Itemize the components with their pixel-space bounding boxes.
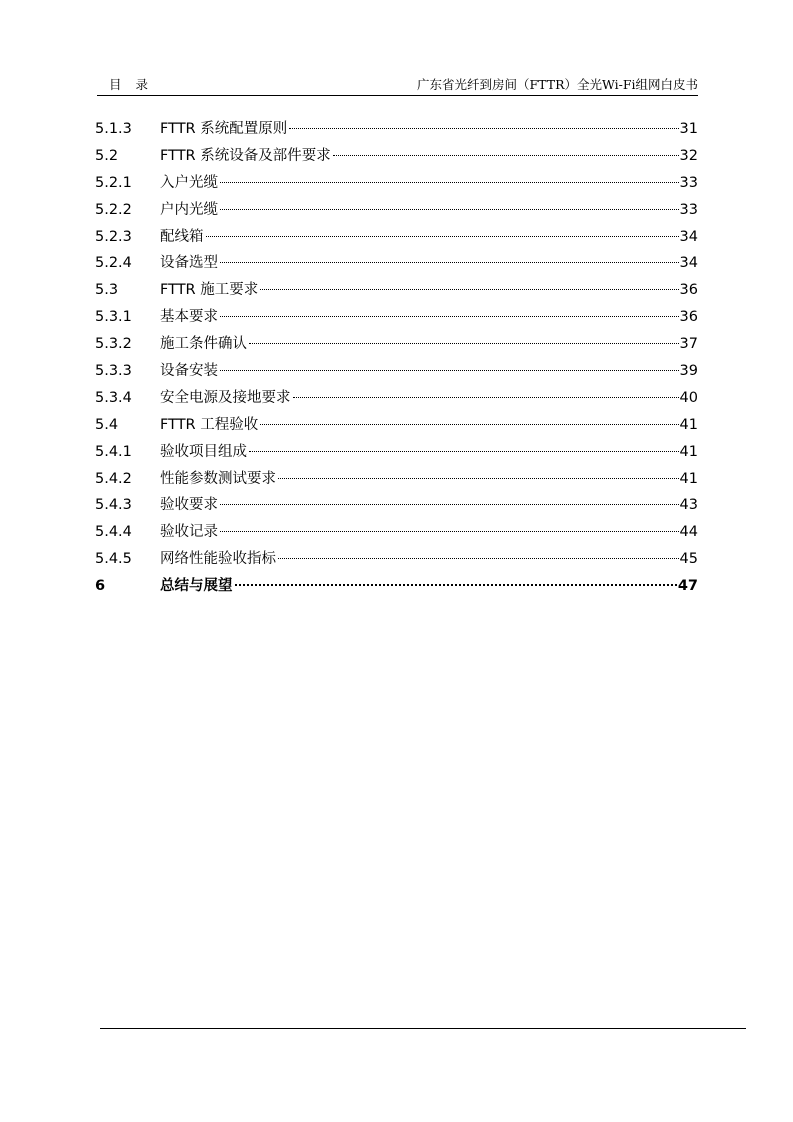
toc-entry-page-number[interactable]: 41: [679, 470, 698, 487]
toc-entry[interactable]: [95, 144, 698, 171]
toc-dot-leader: [220, 209, 679, 210]
toc-entry-number: 5.2: [95, 147, 119, 164]
toc-entry[interactable]: [95, 467, 698, 494]
toc-entry-page-number[interactable]: 44: [679, 524, 698, 541]
toc-entry[interactable]: [95, 171, 698, 198]
toc-entry[interactable]: [95, 117, 698, 144]
toc-entry-page-number[interactable]: 39: [679, 363, 698, 380]
toc-entry[interactable]: [95, 440, 698, 467]
toc-entry-number: 5.3.3: [95, 363, 132, 380]
toc-entry-page-number[interactable]: 45: [679, 551, 698, 568]
toc-entry-number: 5.3.4: [95, 389, 132, 406]
toc-dot-leader: [249, 451, 679, 452]
page-header: [97, 76, 698, 94]
toc-entry-page-number[interactable]: 36: [679, 309, 698, 326]
toc-entry-title[interactable]: 设备选型: [160, 255, 218, 272]
toc-entry-number: 5.2.1: [95, 174, 132, 191]
toc-dot-leader: [220, 531, 679, 532]
toc-dot-leader: [249, 343, 679, 344]
toc-entry-title[interactable]: 验收记录: [160, 524, 218, 541]
toc-entry-title[interactable]: 网络性能验收指标: [160, 551, 276, 568]
toc-entry-page-number[interactable]: 41: [679, 443, 698, 460]
toc-dot-leader: [278, 478, 679, 479]
toc-entry-number: 5.4.1: [95, 443, 132, 460]
toc-entry[interactable]: [95, 198, 698, 225]
toc-entry-number: 5.2.3: [95, 228, 132, 245]
toc-entry[interactable]: [95, 493, 698, 520]
toc-entry-page-number[interactable]: 41: [679, 416, 698, 433]
toc-entry-number: 5.3: [95, 282, 119, 299]
toc-entry-page-number[interactable]: 32: [679, 147, 698, 164]
toc-dot-leader: [333, 155, 679, 156]
toc-entry-page-number[interactable]: 36: [679, 282, 698, 299]
toc-entry-number: 5.4.3: [95, 497, 132, 514]
toc-entry[interactable]: [95, 225, 698, 252]
toc-entry-title[interactable]: FTTR 工程验收: [160, 416, 259, 433]
toc-entry-page-number[interactable]: 47: [677, 578, 698, 595]
toc-entry-title[interactable]: FTTR 施工要求: [160, 282, 259, 299]
toc-entry-number: 5.4.2: [95, 470, 132, 487]
toc-dot-leader: [220, 182, 679, 183]
toc-entry[interactable]: [95, 251, 698, 278]
toc-entry-number: 5.2.2: [95, 201, 132, 218]
toc-dot-leader: [289, 128, 678, 129]
toc-entry-title[interactable]: 设备安装: [160, 363, 218, 380]
toc-entry-page-number[interactable]: 37: [679, 336, 698, 353]
header-document-title: 广东省光纤到房间（FTTR）全光Wi-Fi组网白皮书: [416, 77, 698, 92]
toc-dot-leader: [260, 289, 678, 290]
toc-entry[interactable]: [95, 547, 698, 574]
toc-entry-title[interactable]: 性能参数测试要求: [160, 470, 276, 487]
toc-entry-number: 5.1.3: [95, 121, 132, 137]
toc-entry-title[interactable]: FTTR 系统配置原则: [160, 121, 288, 137]
toc-entry-page-number[interactable]: 34: [679, 228, 698, 245]
toc-entry-title[interactable]: 施工条件确认: [160, 336, 247, 353]
toc-entry[interactable]: [95, 359, 698, 386]
toc-entry-page-number[interactable]: 34: [679, 255, 698, 272]
toc-entry[interactable]: [95, 305, 698, 332]
toc-dot-leader: [260, 424, 678, 425]
footer-rule: [100, 1028, 746, 1029]
toc-entry-title[interactable]: 基本要求: [160, 309, 218, 326]
toc-entry-number: 5.3.2: [95, 336, 132, 353]
header-section-label: 目录: [109, 77, 163, 92]
toc-entry-title[interactable]: 户内光缆: [160, 201, 218, 218]
toc-entry-number: 5.4.5: [95, 551, 132, 568]
toc-entry[interactable]: [95, 574, 698, 601]
toc-entry-page-number[interactable]: 33: [679, 174, 698, 191]
toc-entry-title[interactable]: 安全电源及接地要求: [160, 389, 291, 406]
toc-entry-number: 5.2.4: [95, 255, 132, 272]
toc-entry-page-number[interactable]: 31: [679, 121, 698, 137]
toc-dot-leader: [220, 316, 679, 317]
toc-entry[interactable]: [95, 332, 698, 359]
toc-entry-number: 5.3.1: [95, 309, 132, 326]
toc-entry-title[interactable]: 验收要求: [160, 497, 218, 514]
toc-entry[interactable]: [95, 413, 698, 440]
toc-entry-page-number[interactable]: 40: [679, 389, 698, 406]
toc-entry-page-number[interactable]: 33: [679, 201, 698, 218]
toc-dot-leader: [220, 504, 679, 505]
toc-entry-title[interactable]: 总结与展望: [160, 578, 233, 595]
toc-entry[interactable]: [95, 278, 698, 305]
toc-entry-number: 5.4: [95, 416, 119, 433]
toc-dot-leader: [220, 262, 679, 263]
table-of-contents: [95, 117, 698, 601]
toc-entry-title[interactable]: 验收项目组成: [160, 443, 247, 460]
header-rule: [97, 95, 698, 96]
toc-dot-leader: [220, 370, 679, 371]
toc-entry-title[interactable]: 配线箱: [160, 228, 204, 245]
toc-entry-title[interactable]: 入户光缆: [160, 174, 218, 191]
toc-entry-number: 6: [95, 578, 106, 595]
toc-dot-leader: [206, 236, 679, 237]
toc-entry-page-number[interactable]: 43: [679, 497, 698, 514]
toc-dot-leader: [293, 397, 679, 398]
toc-dot-leader: [235, 584, 677, 586]
toc-entry[interactable]: [95, 520, 698, 547]
toc-entry-title[interactable]: FTTR 系统设备及部件要求: [160, 147, 331, 164]
toc-entry[interactable]: [95, 386, 698, 413]
toc-entry-number: 5.4.4: [95, 524, 132, 541]
toc-dot-leader: [278, 558, 679, 559]
